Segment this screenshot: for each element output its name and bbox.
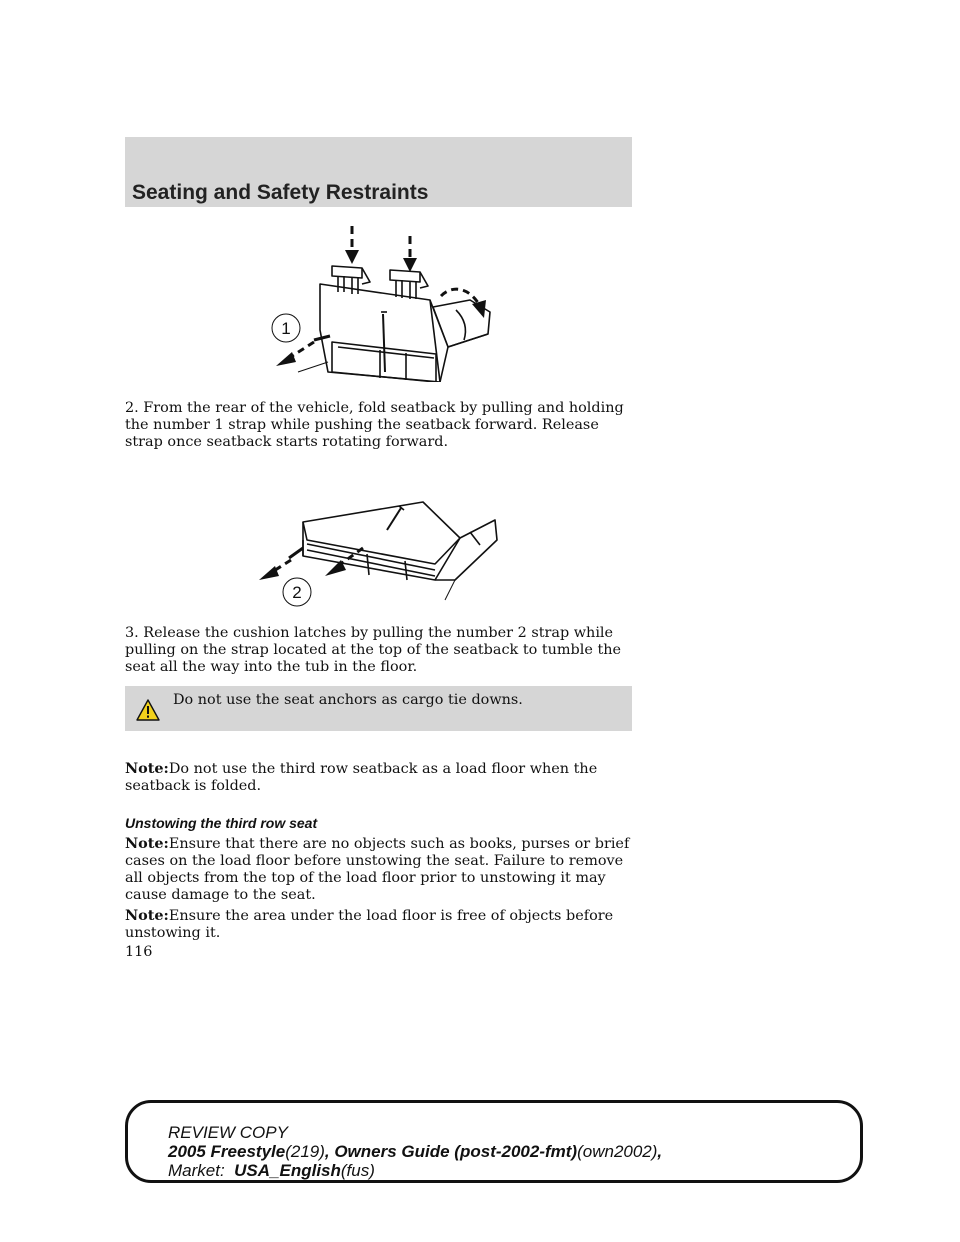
note-label: Note: bbox=[125, 835, 169, 852]
footer-comma: , bbox=[657, 1142, 663, 1161]
seatback-fold-illustration bbox=[258, 222, 498, 382]
footer-market-label: Market: bbox=[168, 1161, 225, 1180]
page-number: 116 bbox=[125, 944, 153, 960]
footer-guide-code: (own2002) bbox=[577, 1142, 658, 1161]
figure-label-2: 2 bbox=[292, 583, 302, 602]
step-2-text: 2. From the rear of the vehicle, fold seatback by pulling and holding the number 1 strap while pushing the seatback forward. Release strap once seatback starts rotating forward. bbox=[125, 400, 624, 450]
footer-model: 2005 Freestyle bbox=[168, 1142, 286, 1161]
section-title: Seating and Safety Restraints bbox=[132, 181, 429, 204]
note-label: Note: bbox=[125, 760, 169, 777]
warning-triangle-icon bbox=[136, 699, 160, 721]
note-seatback-load-floor bbox=[125, 760, 635, 795]
note-text: Ensure the area under the load floor is free of objects before unstowing it. bbox=[125, 908, 614, 941]
note-objects-on-load-floor bbox=[125, 835, 635, 904]
seat-tumble-illustration bbox=[255, 500, 505, 610]
footer-market-line bbox=[168, 1161, 662, 1180]
note-text: Ensure that there are no objects such as books, purses or brief cases on the load floor before unstowing the seat. Failure to remove all objects from the top of the load floor prior to unstowing it may cause damage to the seat. bbox=[125, 836, 630, 903]
warning-text: Do not use the seat anchors as cargo tie downs. bbox=[173, 692, 523, 708]
warning-box bbox=[125, 686, 632, 731]
footer-review-line: REVIEW COPY bbox=[168, 1123, 288, 1142]
review-copy-footer-text bbox=[168, 1123, 662, 1180]
figure-label-1: 1 bbox=[281, 319, 291, 338]
step-3-text: 3. Release the cushion latches by pulling the number 2 strap while pulling on the strap located at the top of the seatback to tumble the seat all the way into the tub in the floor. bbox=[125, 625, 622, 675]
note-text: Do not use the third row seatback as a load floor when the seatback is folded. bbox=[125, 761, 598, 794]
note-area-under-floor bbox=[125, 907, 635, 942]
footer-guide: , Owners Guide (post-2002-fmt) bbox=[324, 1142, 578, 1161]
subheading-unstowing: Unstowing the third row seat bbox=[125, 815, 318, 831]
footer-model-code: (219) bbox=[285, 1142, 325, 1161]
footer-market-code: (fus) bbox=[340, 1161, 375, 1180]
footer-model-line bbox=[168, 1142, 662, 1161]
note-label: Note: bbox=[125, 907, 169, 924]
footer-market: USA_English bbox=[234, 1161, 341, 1180]
